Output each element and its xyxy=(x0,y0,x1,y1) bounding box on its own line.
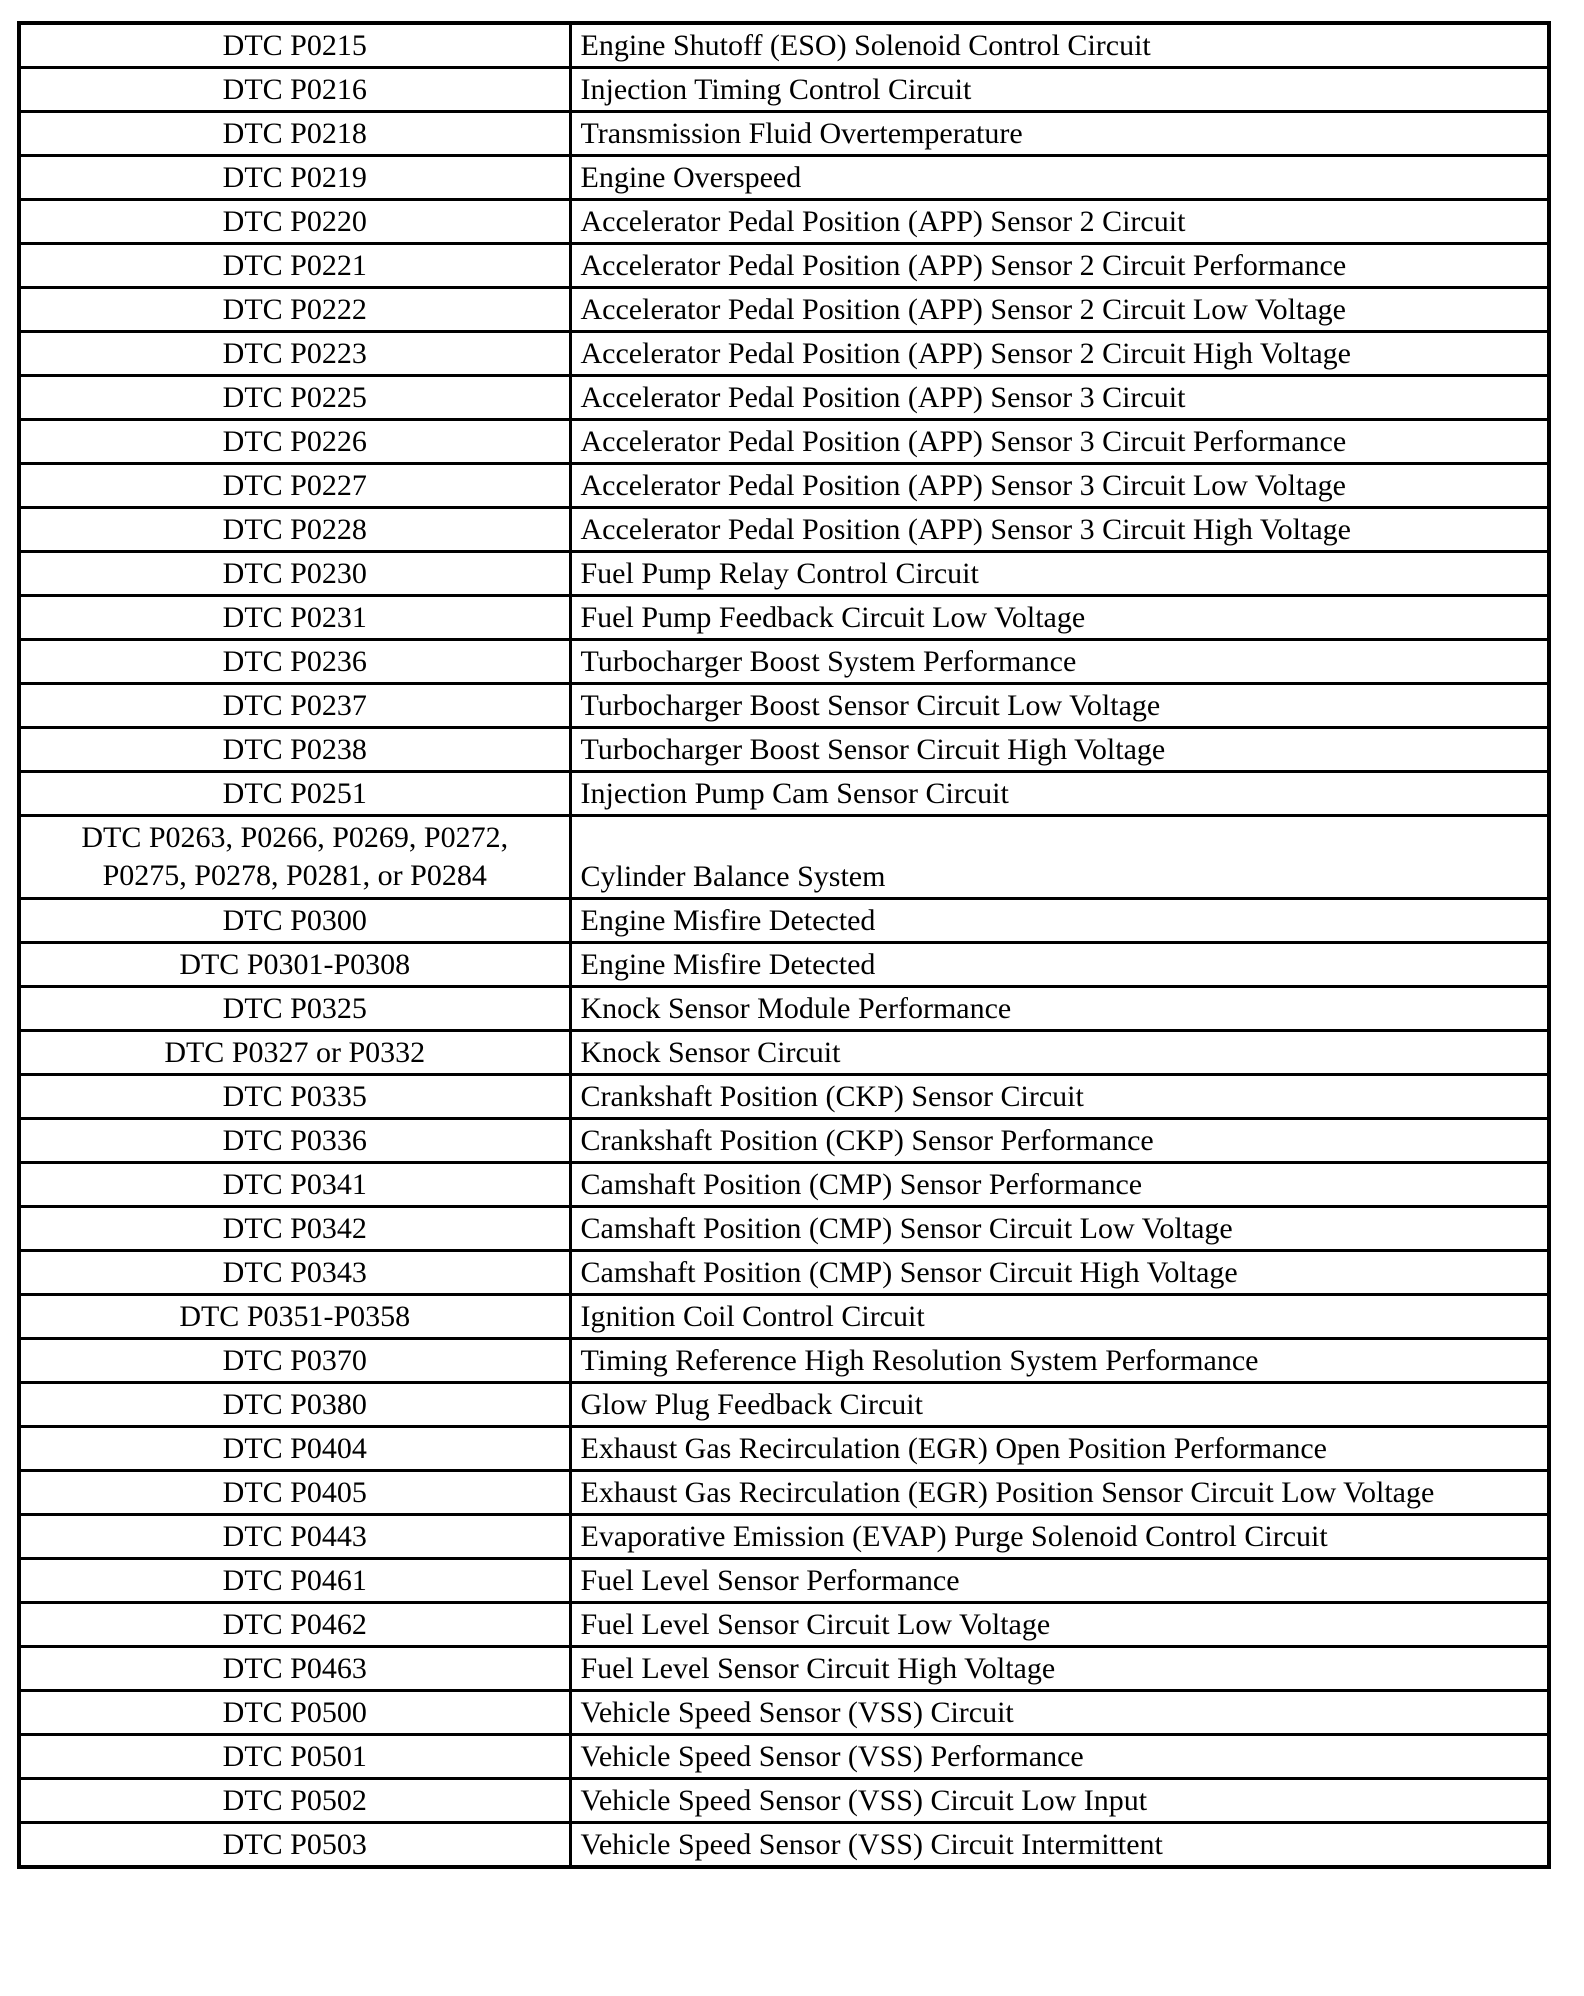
table-row xyxy=(19,1295,1549,1339)
table-row xyxy=(19,1559,1549,1603)
dtc-code: DTC P0230 xyxy=(19,552,570,596)
dtc-code: DTC P0502 xyxy=(19,1779,570,1823)
table-row xyxy=(19,1119,1549,1163)
dtc-code: DTC P0221 xyxy=(19,244,570,288)
dtc-code: DTC P0405 xyxy=(19,1471,570,1515)
dtc-description: Turbocharger Boost System Performance xyxy=(570,640,1549,684)
table-row xyxy=(19,23,1549,68)
dtc-code: DTC P0237 xyxy=(19,684,570,728)
table-row xyxy=(19,1207,1549,1251)
dtc-code: DTC P0370 xyxy=(19,1339,570,1383)
table-row xyxy=(19,1823,1549,1868)
table-row xyxy=(19,1427,1549,1471)
dtc-code: DTC P0325 xyxy=(19,987,570,1031)
dtc-code: DTC P0343 xyxy=(19,1251,570,1295)
dtc-code: DTC P0300 xyxy=(19,899,570,943)
dtc-description: Accelerator Pedal Position (APP) Sensor 3 Circuit High Voltage xyxy=(570,508,1549,552)
dtc-code: DTC P0301-P0308 xyxy=(19,943,570,987)
dtc-description: Vehicle Speed Sensor (VSS) Performance xyxy=(570,1735,1549,1779)
table-row xyxy=(19,684,1549,728)
dtc-code: DTC P0218 xyxy=(19,112,570,156)
dtc-description: Turbocharger Boost Sensor Circuit Low Voltage xyxy=(570,684,1549,728)
table-row xyxy=(19,1779,1549,1823)
table-row xyxy=(19,244,1549,288)
dtc-description: Evaporative Emission (EVAP) Purge Solenoid Control Circuit xyxy=(570,1515,1549,1559)
table-row xyxy=(19,1075,1549,1119)
dtc-description: Knock Sensor Circuit xyxy=(570,1031,1549,1075)
dtc-description: Engine Misfire Detected xyxy=(570,899,1549,943)
dtc-description: Crankshaft Position (CKP) Sensor Circuit xyxy=(570,1075,1549,1119)
table-row xyxy=(19,987,1549,1031)
table-row xyxy=(19,899,1549,943)
dtc-description: Accelerator Pedal Position (APP) Sensor 2 Circuit Performance xyxy=(570,244,1549,288)
dtc-description: Fuel Pump Relay Control Circuit xyxy=(570,552,1549,596)
dtc-code: DTC P0336 xyxy=(19,1119,570,1163)
table-row xyxy=(19,1691,1549,1735)
dtc-code: DTC P0462 xyxy=(19,1603,570,1647)
dtc-description: Vehicle Speed Sensor (VSS) Circuit Low Input xyxy=(570,1779,1549,1823)
table-row xyxy=(19,1603,1549,1647)
dtc-description: Vehicle Speed Sensor (VSS) Circuit Intermittent xyxy=(570,1823,1549,1868)
table-row xyxy=(19,420,1549,464)
table-row xyxy=(19,640,1549,684)
table-row xyxy=(19,1647,1549,1691)
table-row xyxy=(19,552,1549,596)
dtc-code: DTC P0263, P0266, P0269, P0272, P0275, P0278, P0281, or P0284 xyxy=(19,816,570,899)
dtc-code: DTC P0227 xyxy=(19,464,570,508)
dtc-code: DTC P0226 xyxy=(19,420,570,464)
table-row xyxy=(19,1163,1549,1207)
dtc-code: DTC P0500 xyxy=(19,1691,570,1735)
table-row xyxy=(19,200,1549,244)
table-row xyxy=(19,1383,1549,1427)
dtc-code: DTC P0231 xyxy=(19,596,570,640)
table-row xyxy=(19,728,1549,772)
dtc-description: Camshaft Position (CMP) Sensor Performance xyxy=(570,1163,1549,1207)
table-row xyxy=(19,1339,1549,1383)
dtc-code: DTC P0380 xyxy=(19,1383,570,1427)
table-row xyxy=(19,1251,1549,1295)
dtc-code: DTC P0236 xyxy=(19,640,570,684)
dtc-table-body xyxy=(19,23,1549,1867)
dtc-code: DTC P0220 xyxy=(19,200,570,244)
table-row xyxy=(19,288,1549,332)
dtc-code: DTC P0443 xyxy=(19,1515,570,1559)
dtc-code: DTC P0219 xyxy=(19,156,570,200)
dtc-description: Fuel Pump Feedback Circuit Low Voltage xyxy=(570,596,1549,640)
dtc-description: Fuel Level Sensor Circuit High Voltage xyxy=(570,1647,1549,1691)
dtc-description: Vehicle Speed Sensor (VSS) Circuit xyxy=(570,1691,1549,1735)
dtc-description: Exhaust Gas Recirculation (EGR) Open Position Performance xyxy=(570,1427,1549,1471)
dtc-code: DTC P0216 xyxy=(19,68,570,112)
dtc-description: Accelerator Pedal Position (APP) Sensor 2 Circuit xyxy=(570,200,1549,244)
dtc-code: DTC P0335 xyxy=(19,1075,570,1119)
dtc-description: Injection Timing Control Circuit xyxy=(570,68,1549,112)
dtc-description: Cylinder Balance System xyxy=(570,816,1549,899)
table-row xyxy=(19,376,1549,420)
dtc-description: Injection Pump Cam Sensor Circuit xyxy=(570,772,1549,816)
table-row xyxy=(19,112,1549,156)
dtc-code: DTC P0341 xyxy=(19,1163,570,1207)
dtc-description: Turbocharger Boost Sensor Circuit High Voltage xyxy=(570,728,1549,772)
dtc-code: DTC P0463 xyxy=(19,1647,570,1691)
dtc-code: DTC P0461 xyxy=(19,1559,570,1603)
table-row xyxy=(19,464,1549,508)
dtc-description: Accelerator Pedal Position (APP) Sensor 2 Circuit High Voltage xyxy=(570,332,1549,376)
dtc-description: Ignition Coil Control Circuit xyxy=(570,1295,1549,1339)
dtc-description: Accelerator Pedal Position (APP) Sensor 3 Circuit Performance xyxy=(570,420,1549,464)
dtc-code: DTC P0238 xyxy=(19,728,570,772)
dtc-code: DTC P0501 xyxy=(19,1735,570,1779)
dtc-description: Transmission Fluid Overtemperature xyxy=(570,112,1549,156)
dtc-code: DTC P0225 xyxy=(19,376,570,420)
dtc-description: Fuel Level Sensor Circuit Low Voltage xyxy=(570,1603,1549,1647)
table-row xyxy=(19,508,1549,552)
dtc-description: Exhaust Gas Recirculation (EGR) Position Sensor Circuit Low Voltage xyxy=(570,1471,1549,1515)
table-row xyxy=(19,68,1549,112)
dtc-code: DTC P0228 xyxy=(19,508,570,552)
dtc-description: Accelerator Pedal Position (APP) Sensor 3 Circuit xyxy=(570,376,1549,420)
dtc-description: Crankshaft Position (CKP) Sensor Performance xyxy=(570,1119,1549,1163)
dtc-description: Glow Plug Feedback Circuit xyxy=(570,1383,1549,1427)
table-row xyxy=(19,943,1549,987)
table-row xyxy=(19,596,1549,640)
table-row xyxy=(19,156,1549,200)
dtc-description: Camshaft Position (CMP) Sensor Circuit Low Voltage xyxy=(570,1207,1549,1251)
dtc-description: Camshaft Position (CMP) Sensor Circuit High Voltage xyxy=(570,1251,1549,1295)
dtc-code: DTC P0351-P0358 xyxy=(19,1295,570,1339)
dtc-code: DTC P0327 or P0332 xyxy=(19,1031,570,1075)
dtc-code: DTC P0342 xyxy=(19,1207,570,1251)
dtc-description: Engine Overspeed xyxy=(570,156,1549,200)
table-row xyxy=(19,332,1549,376)
dtc-description: Timing Reference High Resolution System Performance xyxy=(570,1339,1549,1383)
dtc-code: DTC P0503 xyxy=(19,1823,570,1868)
dtc-code: DTC P0215 xyxy=(19,23,570,68)
table-row xyxy=(19,816,1549,899)
dtc-code: DTC P0222 xyxy=(19,288,570,332)
dtc-code: DTC P0223 xyxy=(19,332,570,376)
dtc-description: Fuel Level Sensor Performance xyxy=(570,1559,1549,1603)
dtc-description: Knock Sensor Module Performance xyxy=(570,987,1549,1031)
dtc-description: Engine Shutoff (ESO) Solenoid Control Circuit xyxy=(570,23,1549,68)
dtc-code: DTC P0251 xyxy=(19,772,570,816)
table-row xyxy=(19,1471,1549,1515)
dtc-description: Accelerator Pedal Position (APP) Sensor 2 Circuit Low Voltage xyxy=(570,288,1549,332)
dtc-description: Accelerator Pedal Position (APP) Sensor 3 Circuit Low Voltage xyxy=(570,464,1549,508)
table-row xyxy=(19,1031,1549,1075)
table-row xyxy=(19,1515,1549,1559)
dtc-table xyxy=(17,21,1551,1869)
dtc-description: Engine Misfire Detected xyxy=(570,943,1549,987)
table-row xyxy=(19,772,1549,816)
dtc-code: DTC P0404 xyxy=(19,1427,570,1471)
table-row xyxy=(19,1735,1549,1779)
